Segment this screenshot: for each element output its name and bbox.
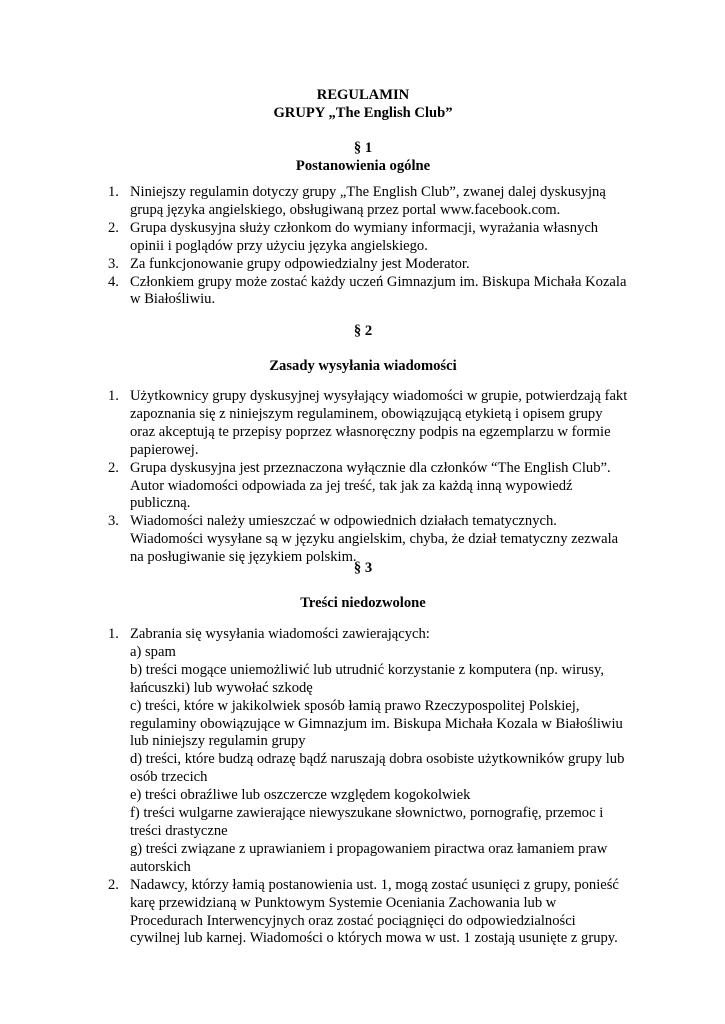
item-number: 2.: [108, 219, 119, 236]
section-1-list: [108, 184, 628, 309]
item-text: Grupa dyskusyjna służy członkom do wymiany informacji, wyrażania własnych opinii i poglądów przy użyciu języka angielskiego.: [130, 219, 599, 254]
list-item: [108, 877, 628, 949]
item-text: Grupa dyskusyjna jest przeznaczona wyłącznie dla członków “The English Club”. Autor wiadomości odpowiada za jej treść, tak jak za każdą inną wypowiedź publiczną.: [130, 459, 611, 512]
item-number: 1.: [108, 388, 119, 404]
document-subtitle: GRUPY „The English Club”: [273, 105, 453, 121]
item-number: 3.: [108, 255, 119, 272]
section-1-mark: § 1: [353, 140, 373, 156]
list-item: [108, 388, 628, 460]
sub-item-g: g) treści związane z uprawianiem i propagowaniem piractwa oraz łamaniem praw autorskich: [130, 840, 608, 875]
item-number: 4.: [108, 273, 119, 290]
section-2-list: [108, 388, 628, 567]
list-item: [108, 460, 628, 514]
list-item: [108, 220, 628, 256]
sub-item-d: d) treści, które budzą odrazę bądź naruszają dobra osobiste użytkowników grupy lub osób trzecich: [130, 751, 625, 786]
section-2-mark: § 2: [353, 323, 373, 339]
list-item: [108, 274, 628, 310]
item-number: 2.: [108, 876, 119, 893]
sub-item-a: a) spam: [130, 643, 176, 660]
section-1-heading: Postanowienia ogólne: [295, 158, 431, 174]
item-number: 3.: [108, 513, 119, 530]
sub-item-b: b) treści mogące uniemożliwić lub utrudnić korzystanie z komputera (np. wirusy, łańcuszki) lub wywołać szkodę: [130, 661, 605, 696]
item-number: 2.: [108, 459, 119, 476]
item-text: Członkiem grupy może zostać każdy uczeń Gimnazjum im. Biskupa Michała Kozala w Białośliwiu.: [130, 273, 627, 308]
item-number: 1.: [108, 626, 119, 642]
section-3-heading: Treści niedozwolone: [300, 595, 426, 611]
section-3-mark: § 3: [353, 560, 373, 576]
item-intro: Zabrania się wysyłania wiadomości zawierających:: [130, 626, 430, 642]
item-text: Wiadomości należy umieszczać w odpowiednich działach tematycznych. Wiadomości wysyłane są w języku angielskim, chyba, że dział tematyczny zezwala na posługiwanie się językiem polskim.: [130, 513, 619, 566]
sub-item-c: c) treści, które w jakikolwiek sposób łamią prawo Rzeczypospolitej Polskiej, regulaminy obowiązujące w Gimnazjum im. Biskupa Michała Kozala w Białośliwiu lub niniejszy regulamin grupy: [130, 697, 623, 750]
item-text: Nadawcy, którzy łamią postanowienia ust. 1, mogą zostać usunięci z grupy, ponieść karę przewidzianą w Punktowym Systemie Oceniania Zachowania lub w Procedurach Interwencyjnych oraz zostać pociągnięci do odpowiedzialności cywilnej lub karnej. Wiadomości o których mowa w ust. 1 zostają usunięte z grupy.: [130, 876, 619, 947]
sub-item-f: f) treści wulgarne zawierające niewyszukane słownictwo, pornografię, przemoc i treści drastyczne: [130, 805, 604, 839]
item-number: 1.: [108, 184, 119, 200]
item-text: Użytkownicy grupy dyskusyjnej wysyłający wiadomości w grupie, potwierdzają fakt zapoznania się z niniejszym regulaminem, obowiązującą etykietą i opisem grupy oraz akceptują te przepisy poprzez własnoręczny podpis na egzemplarzu w formie papierowej.: [130, 388, 628, 458]
section-3-list: [108, 626, 628, 948]
item-text: Za funkcjonowanie grupy odpowiedzialny jest Moderator.: [130, 255, 470, 272]
item-text: Niniejszy regulamin dotyczy grupy „The English Club”, zwanej dalej dyskusyjną grupą języka angielskiego, obsługiwaną przez portal www.facebook.com.: [130, 184, 606, 218]
section-2-heading: Zasady wysyłania wiadomości: [269, 358, 457, 374]
list-item: [108, 184, 628, 220]
document-title: REGULAMIN: [316, 87, 410, 103]
list-item: [108, 626, 628, 877]
list-item: [108, 256, 628, 274]
sub-item-e: e) treści obraźliwe lub oszczercze względem kogokolwiek: [130, 787, 471, 804]
